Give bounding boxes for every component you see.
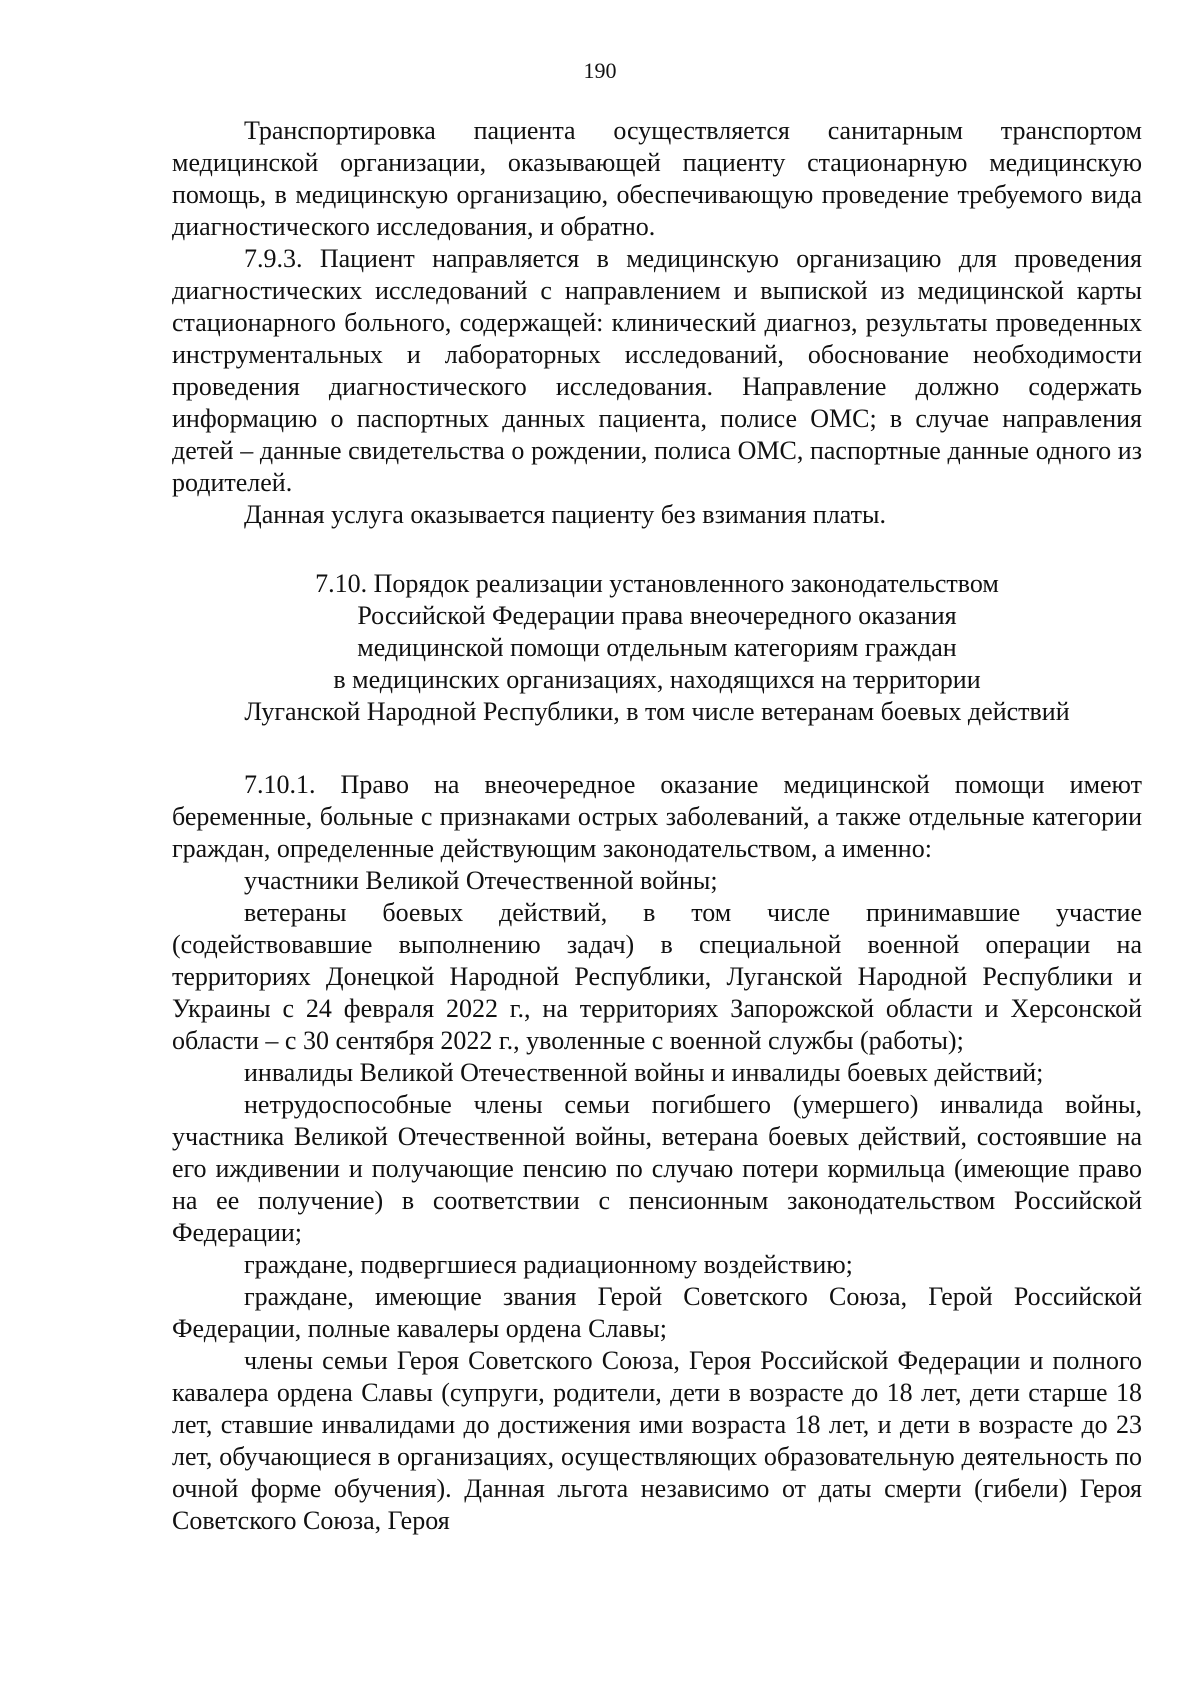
- section-heading-line: Луганской Народной Республики, в том числе ветеранам боевых действий: [244, 697, 1070, 726]
- section-heading-line: Российской Федерации права внеочередного оказания: [357, 601, 957, 630]
- list-item-family-members: нетрудоспособные члены семьи погибшего (умершего) инвалида войны, участника Великой Отечественной войны, ветерана боевых действий, состоявшие на его иждивении и получающие пенсию по случаю потери кормильца (имеющие право на ее получение) в соответствии с пенсионным законодательством Российской Федерации;: [172, 1090, 1142, 1247]
- paragraph-7-9-3: 7.9.3. Пациент направляется в медицинскую организацию для проведения диагностических исследований с направлением и выпиской из медицинской карты стационарного больного, содержащей: клинический диагноз, результаты проведенных инструментальных и лабораторных исследований, обоснование необходимости проведения диагностического исследования. Направление должно содержать информацию о паспортных данных пациента, полисе ОМС; в случае направления детей – данные свидетельства о рождении, полиса ОМС, паспортные данные одного из родителей.: [172, 244, 1142, 497]
- section-heading-line: 7.10. Порядок реализации установленного законодательством: [315, 569, 999, 598]
- paragraph-free-service: Данная услуга оказывается пациенту без взимания платы.: [244, 500, 886, 529]
- list-item-combat-veterans: ветераны боевых действий, в том числе принимавшие участие (содействовавшие выполнению задач) в специальной военной операции на территориях Донецкой Народной Республики, Луганской Народной Республики и Украины с 24 февраля 2022 г., на территориях Запорожской области и Херсонской области – с 30 сентября 2022 г., уволенные с военной службы (работы);: [172, 898, 1142, 1055]
- page-number: 190: [583, 58, 617, 83]
- list-item-hero-families: члены семьи Героя Советского Союза, Героя Российской Федерации и полного кавалера ордена Славы (супруги, родители, дети в возрасте до 18 лет, дети старше 18 лет, ставшие инвалидами до достижения ими возраста 18 лет, и дети в возрасте до 23 лет, обучающиеся в организациях, осуществляющих образовательную деятельность по очной форме обучения). Данная льгота независимо от даты смерти (гибели) Героя Советского Союза, Героя: [172, 1346, 1142, 1535]
- section-heading-line: медицинской помощи отдельным категориям граждан: [357, 633, 957, 662]
- section-heading-7-10: [172, 568, 1142, 728]
- document-body: [172, 115, 1142, 1537]
- list-item-wwii-participants: участники Великой Отечественной войны;: [244, 866, 718, 895]
- list-item-radiation: граждане, подвергшиеся радиационному воздействию;: [244, 1250, 853, 1279]
- list-item-heroes: граждане, имеющие звания Герой Советского Союза, Герой Российской Федерации, полные кавалеры ордена Славы;: [172, 1282, 1142, 1343]
- paragraph-transport: Транспортировка пациента осуществляется санитарным транспортом медицинской организации, оказывающей пациенту стационарную медицинскую помощь, в медицинскую организацию, обеспечивающую проведение требуемого вида диагностического исследования, и обратно.: [172, 116, 1142, 241]
- section-heading-line: в медицинских организациях, находящихся на территории: [333, 665, 981, 694]
- paragraph-7-10-1: 7.10.1. Право на внеочередное оказание медицинской помощи имеют беременные, больные с признаками острых заболеваний, а также отдельные категории граждан, определенные действующим законодательством, а именно:: [172, 770, 1142, 863]
- list-item-disabled-veterans: инвалиды Великой Отечественной войны и инвалиды боевых действий;: [244, 1058, 1044, 1087]
